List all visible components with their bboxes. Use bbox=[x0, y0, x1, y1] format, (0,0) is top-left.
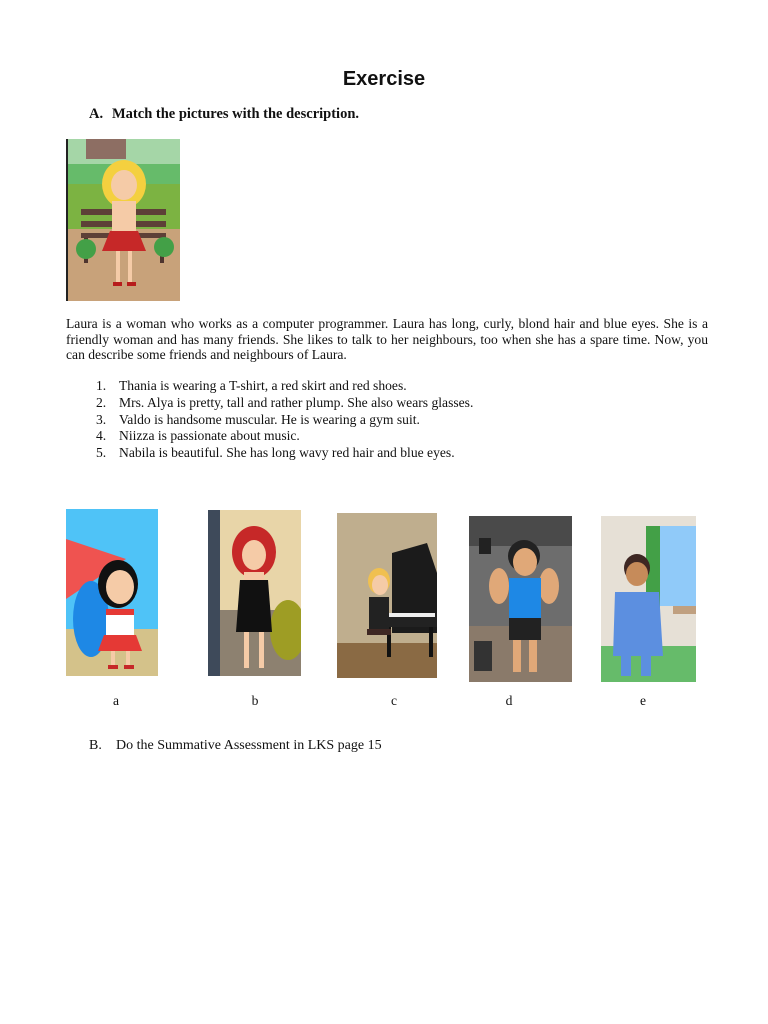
statement-item: 5. Nabila is beautiful. She has long wavy red hair and blue eyes. bbox=[96, 445, 455, 461]
section-a-instruction bbox=[89, 106, 359, 123]
picture-d bbox=[469, 516, 572, 682]
picture-a bbox=[66, 509, 158, 676]
page-title: Exercise bbox=[342, 68, 426, 90]
statement-item: 1. Thania is wearing a T-shirt, a red skirt and red shoes. bbox=[96, 378, 407, 393]
statement-item: 2. Mrs. Alya is pretty, tall and rather plump. She also wears glasses. bbox=[96, 394, 474, 410]
statement-list bbox=[96, 378, 473, 462]
statement-item: 4. Niizza is passionate about music. bbox=[96, 428, 300, 444]
picture-label-b: b bbox=[251, 693, 259, 708]
picture-c bbox=[337, 513, 437, 678]
picture-b bbox=[208, 510, 301, 676]
section-a-label: A. bbox=[89, 106, 104, 122]
picture-label-a: a bbox=[112, 693, 120, 708]
section-b-label: B. bbox=[89, 738, 102, 753]
picture-label-d: d bbox=[505, 693, 513, 708]
picture-label-e: e bbox=[639, 693, 647, 708]
section-b-instruction bbox=[89, 738, 382, 754]
picture-e bbox=[601, 516, 696, 682]
laura-illustration bbox=[66, 139, 180, 301]
section-b-text: Do the Summative Assessment in LKS page 15 bbox=[116, 738, 382, 753]
section-a-text: Match the pictures with the description. bbox=[112, 106, 360, 122]
intro-paragraph: Laura is a woman who works as a computer programmer. Laura has long, curly, blond hair and blue eyes. She is a friendly woman and has many friends. She likes to talk to her neighbours, too when she has a spare time. Now, you can describe some friends and neighbours of Laura. bbox=[66, 316, 708, 363]
statement-item: 3. Valdo is handsome muscular. He is wearing a gym suit. bbox=[96, 411, 420, 427]
picture-label-c: c bbox=[390, 693, 398, 708]
